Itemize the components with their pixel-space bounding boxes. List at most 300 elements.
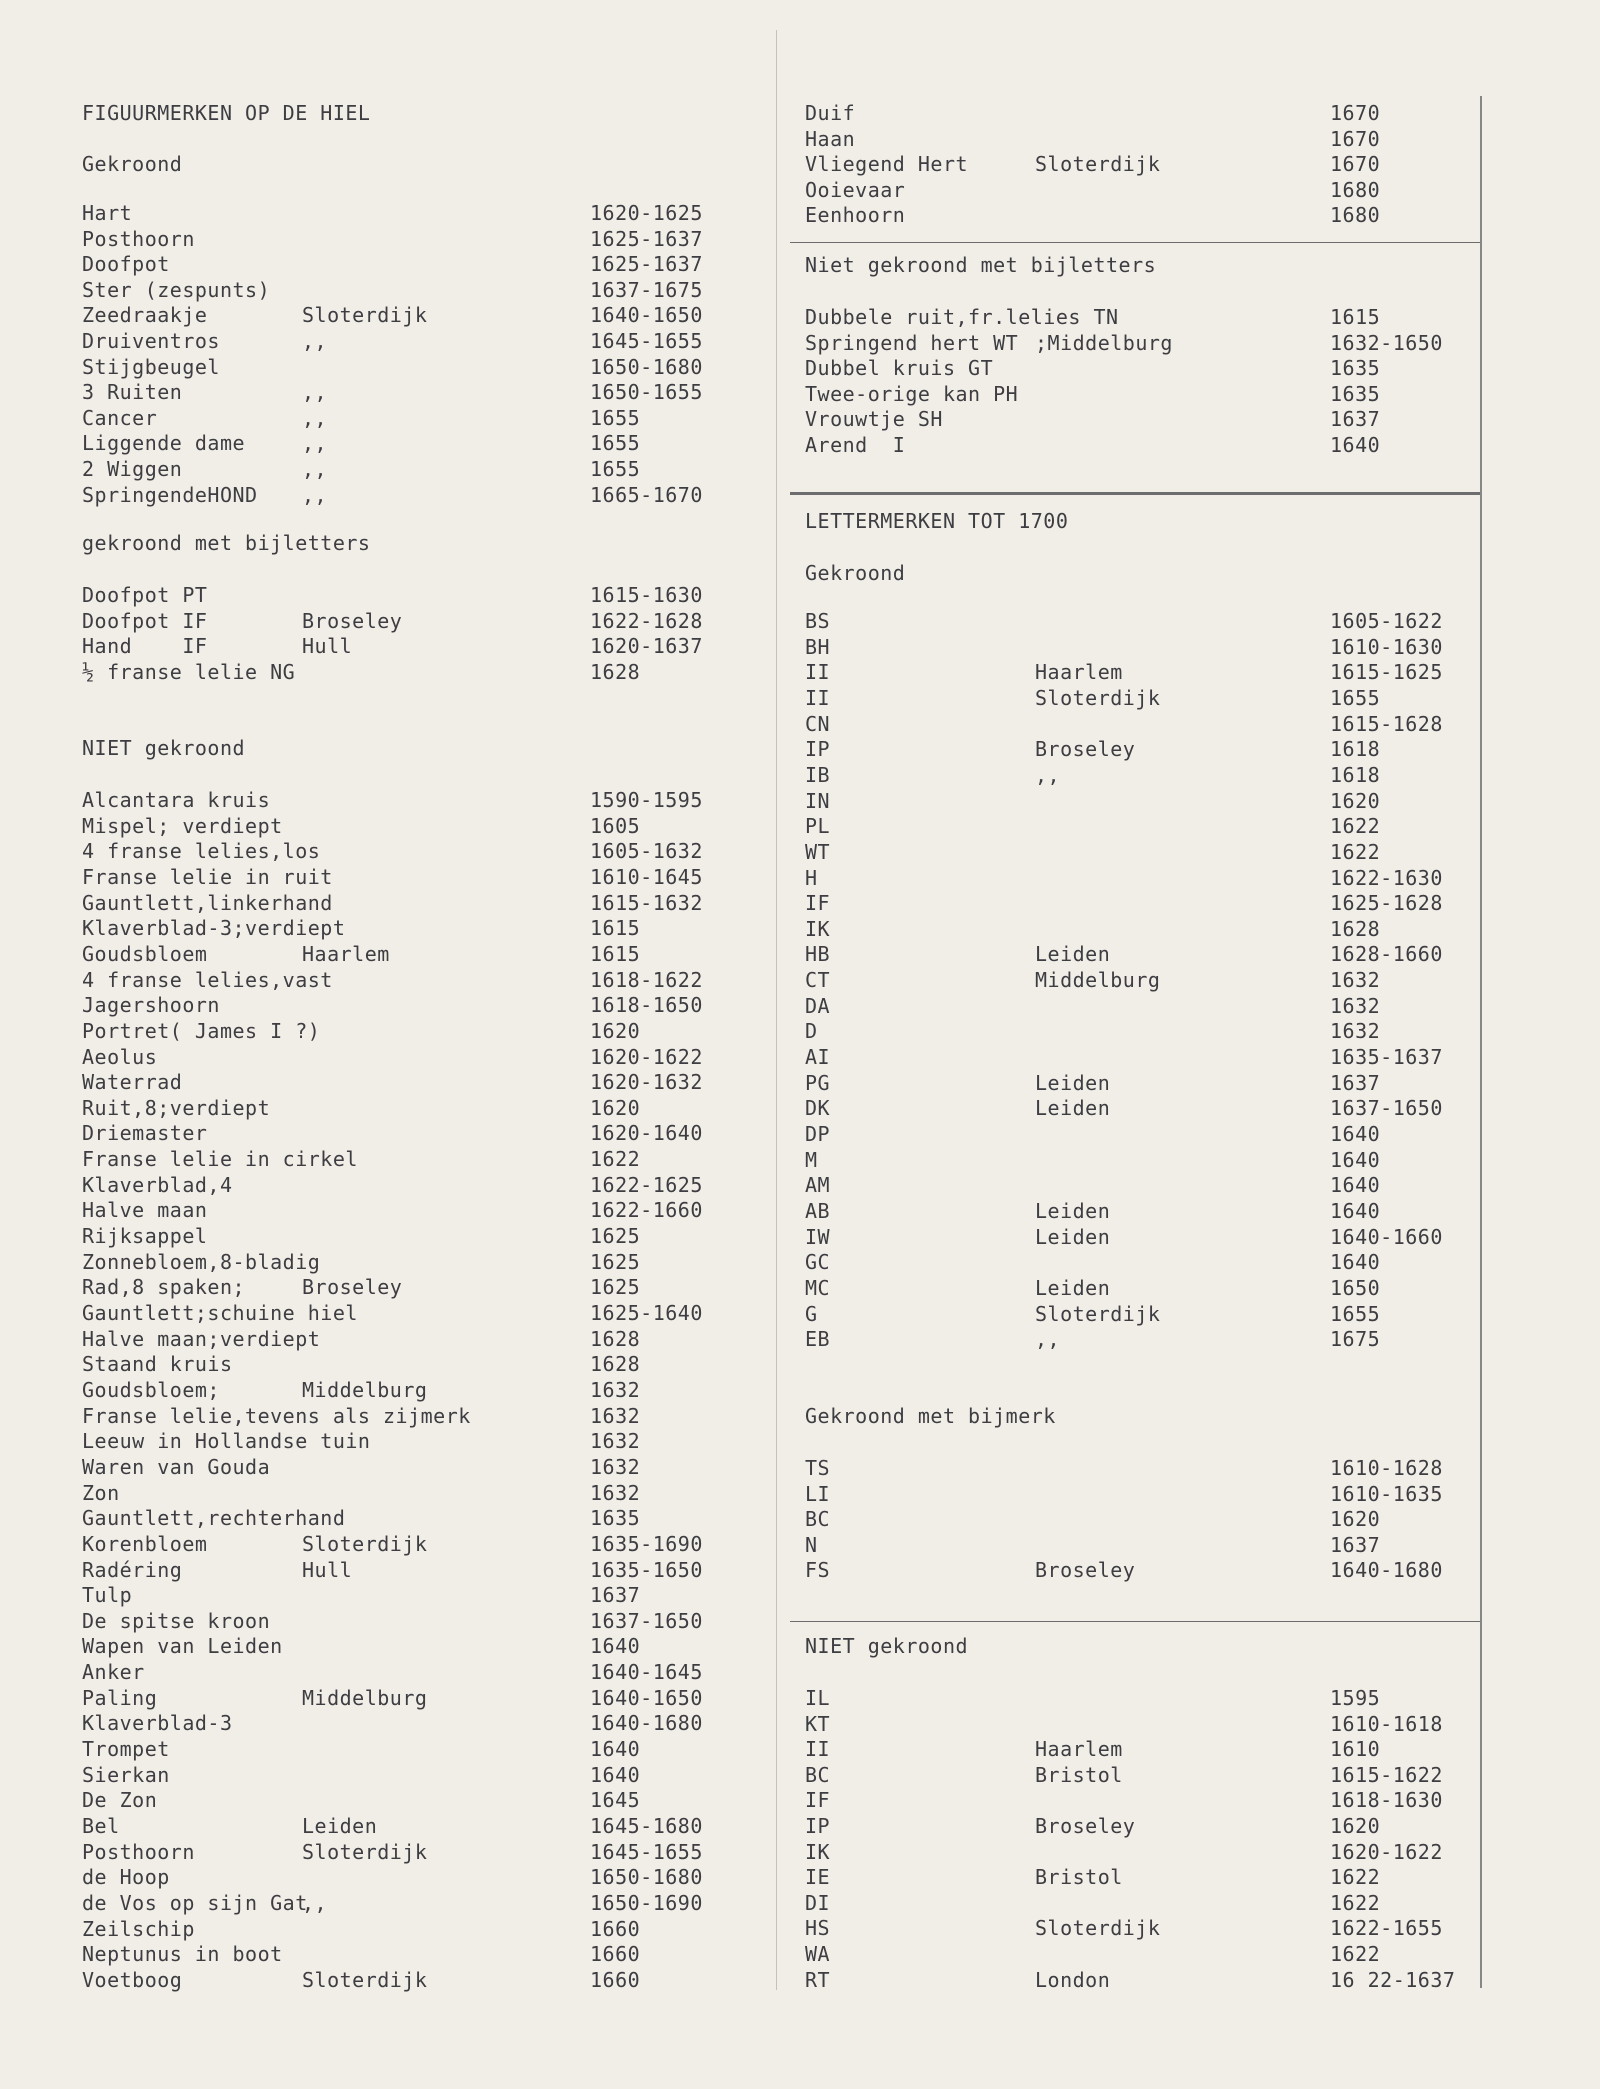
mark-year: 1635 xyxy=(1330,381,1381,406)
table-row xyxy=(82,1814,762,1838)
table-row xyxy=(805,382,1455,406)
mark-name: Waterrad xyxy=(82,1070,183,1095)
mark-place: Sloterdijk xyxy=(1035,1301,1161,1326)
table-row xyxy=(805,305,1455,329)
mark-name: IK xyxy=(805,1839,831,1864)
table-row xyxy=(805,1096,1455,1120)
mark-year: 1660 xyxy=(590,1942,641,1967)
table-row xyxy=(805,1327,1455,1351)
mark-name: de Hoop xyxy=(82,1865,170,1890)
mark-year: 1637 xyxy=(1330,407,1381,432)
mark-name: GC xyxy=(805,1250,831,1275)
mark-year: 1645-1680 xyxy=(590,1814,703,1838)
table-row xyxy=(805,712,1455,736)
mark-place: Sloterdijk xyxy=(302,303,428,328)
table-row xyxy=(805,1071,1455,1095)
mark-name: CT xyxy=(805,968,831,993)
mark-year: 1618-1622 xyxy=(590,967,703,992)
mark-year: 1628-1660 xyxy=(1330,942,1443,967)
mark-year: 1640 xyxy=(1330,1250,1381,1275)
table-row xyxy=(805,1968,1455,1992)
mark-name: IL xyxy=(805,1686,831,1710)
mark-year: 1655 xyxy=(590,405,641,430)
mark-name: Dubbel kruis GT xyxy=(805,356,994,381)
table-row xyxy=(82,865,762,889)
mark-year: 1635-1690 xyxy=(590,1531,703,1556)
mark-name: Dubbele ruit,fr.lelies TN xyxy=(805,305,1119,329)
mark-name: Leeuw in Hollandse tuin xyxy=(82,1429,371,1454)
mark-place: London xyxy=(1035,1967,1111,1992)
table-row xyxy=(805,660,1455,684)
mark-year: 1640 xyxy=(590,1634,641,1659)
mark-year: 1610-1628 xyxy=(1330,1456,1443,1480)
mark-name: Liggende dame xyxy=(82,431,246,456)
mark-name: Ooievaar xyxy=(805,177,906,202)
table-row xyxy=(82,1532,762,1556)
mark-name: Haan xyxy=(805,126,856,151)
table-row xyxy=(82,1788,762,1812)
mark-year: 1655 xyxy=(1330,685,1381,710)
right-border xyxy=(1480,96,1482,1988)
table-row xyxy=(82,457,762,481)
mark-name: Hart xyxy=(82,201,133,225)
mark-name: Gauntlett,linkerhand xyxy=(82,890,333,915)
section-heading: Gekroond xyxy=(805,561,906,585)
table-row xyxy=(82,1891,762,1915)
mark-name: 3 Ruiten xyxy=(82,380,183,405)
mark-name: AB xyxy=(805,1198,831,1223)
mark-place: Broseley xyxy=(1035,1814,1136,1838)
table-row xyxy=(805,635,1455,659)
mark-year: 1632 xyxy=(590,1377,641,1402)
table-row xyxy=(805,1225,1455,1249)
table-row xyxy=(82,1147,762,1171)
section-heading: Gekroond met bijmerk xyxy=(805,1404,1056,1428)
mark-year: 1620-1622 xyxy=(1330,1839,1443,1864)
section-heading: Niet gekroond met bijletters xyxy=(805,253,1157,277)
mark-name: Posthoorn xyxy=(82,226,195,251)
mark-name: Ruit,8;verdiept xyxy=(82,1095,271,1120)
mark-name: Klaverblad-3 xyxy=(82,1711,233,1736)
mark-name: Goudsbloem; xyxy=(82,1377,220,1402)
mark-year: 1625-1637 xyxy=(590,226,703,251)
table-row xyxy=(82,1737,762,1761)
mark-year: 1640 xyxy=(1330,1147,1381,1172)
mark-year: 1665-1670 xyxy=(590,482,703,507)
mark-place: Broseley xyxy=(1035,1558,1136,1583)
table-row xyxy=(82,660,762,684)
mark-name: DK xyxy=(805,1096,831,1121)
mark-place: Haarlem xyxy=(1035,660,1123,685)
table-row xyxy=(805,686,1455,710)
mark-year: 1622 xyxy=(1330,839,1381,864)
table-row xyxy=(805,1814,1455,1838)
center-divider xyxy=(776,30,777,1990)
mark-name: Zeedraakje xyxy=(82,303,208,328)
mark-name: AM xyxy=(805,1173,831,1198)
mark-year: 1622-1660 xyxy=(590,1198,703,1223)
table-row xyxy=(805,1840,1455,1864)
table-row xyxy=(82,1455,762,1479)
mark-place: Bristol xyxy=(1035,1762,1123,1787)
mark-year: 1622 xyxy=(590,1147,641,1172)
mark-year: 1622-1655 xyxy=(1330,1916,1443,1941)
table-row xyxy=(805,814,1455,838)
mark-year: 1622-1625 xyxy=(590,1172,703,1197)
mark-name: Klaverblad,4 xyxy=(82,1172,233,1197)
mark-place: Leiden xyxy=(1035,1275,1111,1300)
mark-year: 1620 xyxy=(590,1018,641,1043)
table-row xyxy=(82,483,762,507)
table-row xyxy=(805,1916,1455,1940)
mark-place: Leiden xyxy=(302,1814,378,1838)
table-row xyxy=(805,1456,1455,1480)
separator-3 xyxy=(790,1621,1480,1622)
mark-year: 1610-1618 xyxy=(1330,1711,1443,1736)
mark-place: ;Middelburg xyxy=(1035,330,1173,355)
mark-place: Hull xyxy=(302,1557,353,1582)
mark-year: 1625 xyxy=(590,1249,641,1274)
mark-name: De spitse kroon xyxy=(82,1608,271,1633)
mark-year: 1650-1680 xyxy=(590,354,703,379)
mark-name: Gauntlett,rechterhand xyxy=(82,1506,346,1531)
table-row xyxy=(805,1712,1455,1736)
table-row xyxy=(82,634,762,658)
table-row xyxy=(82,431,762,455)
mark-year: 1635-1637 xyxy=(1330,1045,1443,1070)
mark-name: Ster (zespunts) xyxy=(82,277,271,302)
mark-year: 1645-1655 xyxy=(590,1839,703,1864)
mark-place: ,, xyxy=(302,380,328,405)
mark-year: 1625-1640 xyxy=(590,1301,703,1325)
page-title: FIGUURMERKEN OP DE HIEL xyxy=(82,101,371,125)
table-row xyxy=(805,737,1455,761)
mark-name: IB xyxy=(805,762,831,787)
table-row xyxy=(82,252,762,276)
table-row xyxy=(805,1019,1455,1043)
table-row xyxy=(805,1558,1455,1582)
mark-name: De Zon xyxy=(82,1788,158,1813)
mark-year: 1625 xyxy=(590,1224,641,1249)
table-row xyxy=(805,609,1455,633)
mark-year: 1670 xyxy=(1330,101,1381,125)
mark-year: 1620 xyxy=(1330,1814,1381,1838)
mark-year: 1637 xyxy=(590,1583,641,1608)
mark-name: Mispel; verdiept xyxy=(82,813,283,838)
mark-name: Waren van Gouda xyxy=(82,1454,271,1479)
table-row xyxy=(805,994,1455,1018)
table-row xyxy=(805,866,1455,890)
mark-name: Jagershoorn xyxy=(82,993,220,1018)
table-row xyxy=(805,433,1455,457)
mark-year: 1632 xyxy=(1330,1019,1381,1044)
mark-place: Middelburg xyxy=(302,1377,428,1402)
table-row xyxy=(805,1250,1455,1274)
table-row xyxy=(82,227,762,251)
mark-place: Leiden xyxy=(1035,1224,1111,1249)
mark-year: 1610-1630 xyxy=(1330,634,1443,659)
mark-name: G xyxy=(805,1301,818,1326)
section-title: LETTERMERKEN TOT 1700 xyxy=(805,509,1069,533)
table-row xyxy=(805,1199,1455,1223)
table-row xyxy=(805,331,1455,355)
mark-year: 1590-1595 xyxy=(590,788,703,812)
table-row xyxy=(82,201,762,225)
mark-year: 1637-1650 xyxy=(590,1608,703,1633)
mark-name: M xyxy=(805,1147,818,1172)
mark-name: Stijgbeugel xyxy=(82,354,220,379)
mark-year: 1645-1655 xyxy=(590,329,703,353)
mark-name: Zonnebloem,8-bladig xyxy=(82,1249,321,1274)
table-row xyxy=(82,1686,762,1710)
mark-name: FS xyxy=(805,1558,831,1583)
section-heading: Gekroond xyxy=(82,152,183,176)
mark-name: HS xyxy=(805,1916,831,1941)
mark-year: 1618 xyxy=(1330,762,1381,787)
mark-place: Broseley xyxy=(302,608,403,633)
mark-name: EB xyxy=(805,1327,831,1352)
mark-year: 1620-1632 xyxy=(590,1070,703,1095)
mark-year: 1625 xyxy=(590,1275,641,1300)
table-row xyxy=(805,968,1455,992)
mark-year: 1640-1650 xyxy=(590,1685,703,1710)
table-row xyxy=(82,1327,762,1351)
table-row xyxy=(82,891,762,915)
table-row xyxy=(82,1481,762,1505)
mark-place: ,, xyxy=(302,457,328,481)
mark-name: RT xyxy=(805,1967,831,1992)
mark-name: PG xyxy=(805,1070,831,1095)
mark-name: IP xyxy=(805,737,831,762)
mark-year: 1640-1650 xyxy=(590,303,703,328)
mark-year: 1620 xyxy=(1330,1507,1381,1532)
mark-name: DP xyxy=(805,1122,831,1146)
mark-year: 1618 xyxy=(1330,737,1381,762)
table-row xyxy=(82,839,762,863)
mark-name: Halve maan;verdiept xyxy=(82,1326,321,1351)
mark-name: N xyxy=(805,1532,818,1557)
mark-year: 1650-1655 xyxy=(590,380,703,405)
table-row xyxy=(805,203,1455,227)
table-row xyxy=(805,1173,1455,1197)
table-row xyxy=(82,303,762,327)
mark-name: Franse lelie in ruit xyxy=(82,864,333,889)
mark-place: Haarlem xyxy=(1035,1737,1123,1762)
mark-place: Broseley xyxy=(302,1275,403,1300)
table-row xyxy=(805,178,1455,202)
mark-name: Driemaster xyxy=(82,1121,208,1146)
mark-name: Franse lelie in cirkel xyxy=(82,1147,358,1172)
mark-place: ,, xyxy=(302,405,328,430)
mark-year: 1637 xyxy=(1330,1070,1381,1095)
mark-place: Sloterdijk xyxy=(1035,685,1161,710)
table-row xyxy=(82,1224,762,1248)
mark-place: Bristol xyxy=(1035,1865,1123,1890)
mark-year: 1622 xyxy=(1330,1865,1381,1890)
mark-place: Leiden xyxy=(1035,942,1111,967)
mark-name: BC xyxy=(805,1507,831,1532)
mark-year: 1622 xyxy=(1330,1890,1381,1915)
table-row xyxy=(82,993,762,1017)
mark-place: Sloterdijk xyxy=(1035,152,1161,177)
mark-place: ,, xyxy=(302,431,328,456)
table-row xyxy=(82,1609,762,1633)
mark-name: Doofpot PT xyxy=(82,583,208,607)
mark-year: 1615-1622 xyxy=(1330,1762,1443,1787)
table-row xyxy=(82,1352,762,1376)
mark-name: Twee-orige kan PH xyxy=(805,381,1019,406)
mark-year: 1622-1630 xyxy=(1330,865,1443,890)
section-heading: gekroond met bijletters xyxy=(82,531,371,555)
mark-name: WT xyxy=(805,839,831,864)
mark-year: 1628 xyxy=(590,1326,641,1351)
mark-name: TS xyxy=(805,1456,831,1480)
mark-year: 1637-1650 xyxy=(1330,1096,1443,1121)
mark-name: ½ franse lelie NG xyxy=(82,659,296,684)
mark-name: II xyxy=(805,1737,831,1762)
mark-year: 1615-1628 xyxy=(1330,711,1443,736)
table-row xyxy=(805,1788,1455,1812)
mark-name: Rijksappel xyxy=(82,1224,208,1249)
mark-year: 1640-1645 xyxy=(590,1660,703,1685)
mark-year: 1645 xyxy=(590,1788,641,1813)
table-row xyxy=(82,278,762,302)
mark-year: 1615 xyxy=(590,916,641,941)
mark-year: 1615 xyxy=(590,941,641,966)
table-row xyxy=(805,1737,1455,1761)
mark-name: Anker xyxy=(82,1660,145,1685)
mark-year: 1615-1625 xyxy=(1330,660,1443,685)
mark-name: H xyxy=(805,865,818,890)
table-row xyxy=(805,101,1455,125)
mark-name: Bel xyxy=(82,1814,120,1838)
table-row xyxy=(805,891,1455,915)
table-row xyxy=(82,380,762,404)
mark-name: KT xyxy=(805,1711,831,1736)
mark-year: 1650-1690 xyxy=(590,1890,703,1915)
mark-year: 1620 xyxy=(590,1095,641,1120)
table-row xyxy=(805,917,1455,941)
mark-year: 1650 xyxy=(1330,1275,1381,1300)
table-row xyxy=(82,968,762,992)
mark-name: Voetboog xyxy=(82,1967,183,1992)
table-row xyxy=(82,1045,762,1069)
mark-name: Alcantara kruis xyxy=(82,788,271,812)
table-row xyxy=(805,1763,1455,1787)
mark-year: 1632 xyxy=(590,1480,641,1505)
mark-year: 1610-1645 xyxy=(590,864,703,889)
mark-name: Goudsbloem xyxy=(82,941,208,966)
mark-name: 4 franse lelies,vast xyxy=(82,967,333,992)
table-row xyxy=(82,1404,762,1428)
table-row xyxy=(82,329,762,353)
mark-name: Gauntlett;schuine hiel xyxy=(82,1301,358,1325)
mark-year: 1635 xyxy=(1330,356,1381,381)
table-row xyxy=(82,1917,762,1941)
mark-year: 1640 xyxy=(1330,1198,1381,1223)
table-row xyxy=(82,1711,762,1735)
table-row xyxy=(805,789,1455,813)
table-row xyxy=(805,152,1455,176)
mark-place: ,, xyxy=(1035,1327,1061,1352)
mark-name: MC xyxy=(805,1275,831,1300)
mark-place: Haarlem xyxy=(302,941,390,966)
mark-name: Trompet xyxy=(82,1737,170,1762)
mark-name: de Vos op sijn Gat xyxy=(82,1890,308,1915)
table-row xyxy=(805,127,1455,151)
mark-year: 1680 xyxy=(1330,203,1381,228)
table-row xyxy=(805,763,1455,787)
table-row xyxy=(805,840,1455,864)
table-row xyxy=(805,942,1455,966)
mark-year: 1635 xyxy=(590,1506,641,1531)
table-row xyxy=(82,609,762,633)
mark-place: Sloterdijk xyxy=(1035,1916,1161,1941)
table-row xyxy=(805,1122,1455,1146)
mark-year: 1595 xyxy=(1330,1686,1381,1710)
mark-year: 1640-1660 xyxy=(1330,1224,1443,1249)
mark-year: 1650-1680 xyxy=(590,1865,703,1890)
mark-year: 1635-1650 xyxy=(590,1557,703,1582)
mark-name: IF xyxy=(805,1788,831,1813)
table-row xyxy=(82,942,762,966)
table-row xyxy=(82,1763,762,1787)
mark-year: 1640 xyxy=(1330,1122,1381,1146)
mark-year: 1637 xyxy=(1330,1532,1381,1557)
table-row xyxy=(805,1686,1455,1710)
mark-name: Springend hert WT xyxy=(805,330,1019,355)
table-row xyxy=(82,1865,762,1889)
mark-year: 1628 xyxy=(590,1352,641,1377)
mark-name: Druiventros xyxy=(82,329,220,353)
mark-place: ,, xyxy=(302,482,328,507)
table-row xyxy=(82,1250,762,1274)
mark-year: 1640 xyxy=(1330,433,1381,457)
table-row xyxy=(82,1583,762,1607)
mark-place: Sloterdijk xyxy=(302,1967,428,1992)
mark-year: 1620-1622 xyxy=(590,1044,703,1069)
mark-name: SpringendeHOND xyxy=(82,482,258,507)
table-row xyxy=(805,1045,1455,1069)
mark-year: 1615-1630 xyxy=(590,583,703,607)
mark-year: 1637-1675 xyxy=(590,277,703,302)
mark-year: 1620-1637 xyxy=(590,634,703,659)
mark-name: Duif xyxy=(805,101,856,125)
table-row xyxy=(82,1173,762,1197)
mark-name: Rad,8 spaken; xyxy=(82,1275,246,1300)
mark-year: 16 22-1637 xyxy=(1330,1967,1456,1992)
mark-name: PL xyxy=(805,814,831,839)
mark-name: II xyxy=(805,660,831,685)
table-row xyxy=(805,1865,1455,1889)
mark-name: Vrouwtje SH xyxy=(805,407,943,432)
table-row xyxy=(805,1942,1455,1966)
mark-year: 1620-1640 xyxy=(590,1121,703,1146)
table-row xyxy=(82,355,762,379)
table-row xyxy=(82,583,762,607)
mark-name: BC xyxy=(805,1762,831,1787)
mark-year: 1655 xyxy=(590,457,641,481)
mark-year: 1632 xyxy=(590,1454,641,1479)
mark-name: Aeolus xyxy=(82,1044,158,1069)
mark-place: Leiden xyxy=(1035,1070,1111,1095)
table-row xyxy=(82,1942,762,1966)
mark-name: Cancer xyxy=(82,405,158,430)
mark-year: 1625-1628 xyxy=(1330,891,1443,916)
mark-year: 1660 xyxy=(590,1916,641,1941)
mark-place: Broseley xyxy=(1035,737,1136,762)
table-row xyxy=(805,407,1455,431)
